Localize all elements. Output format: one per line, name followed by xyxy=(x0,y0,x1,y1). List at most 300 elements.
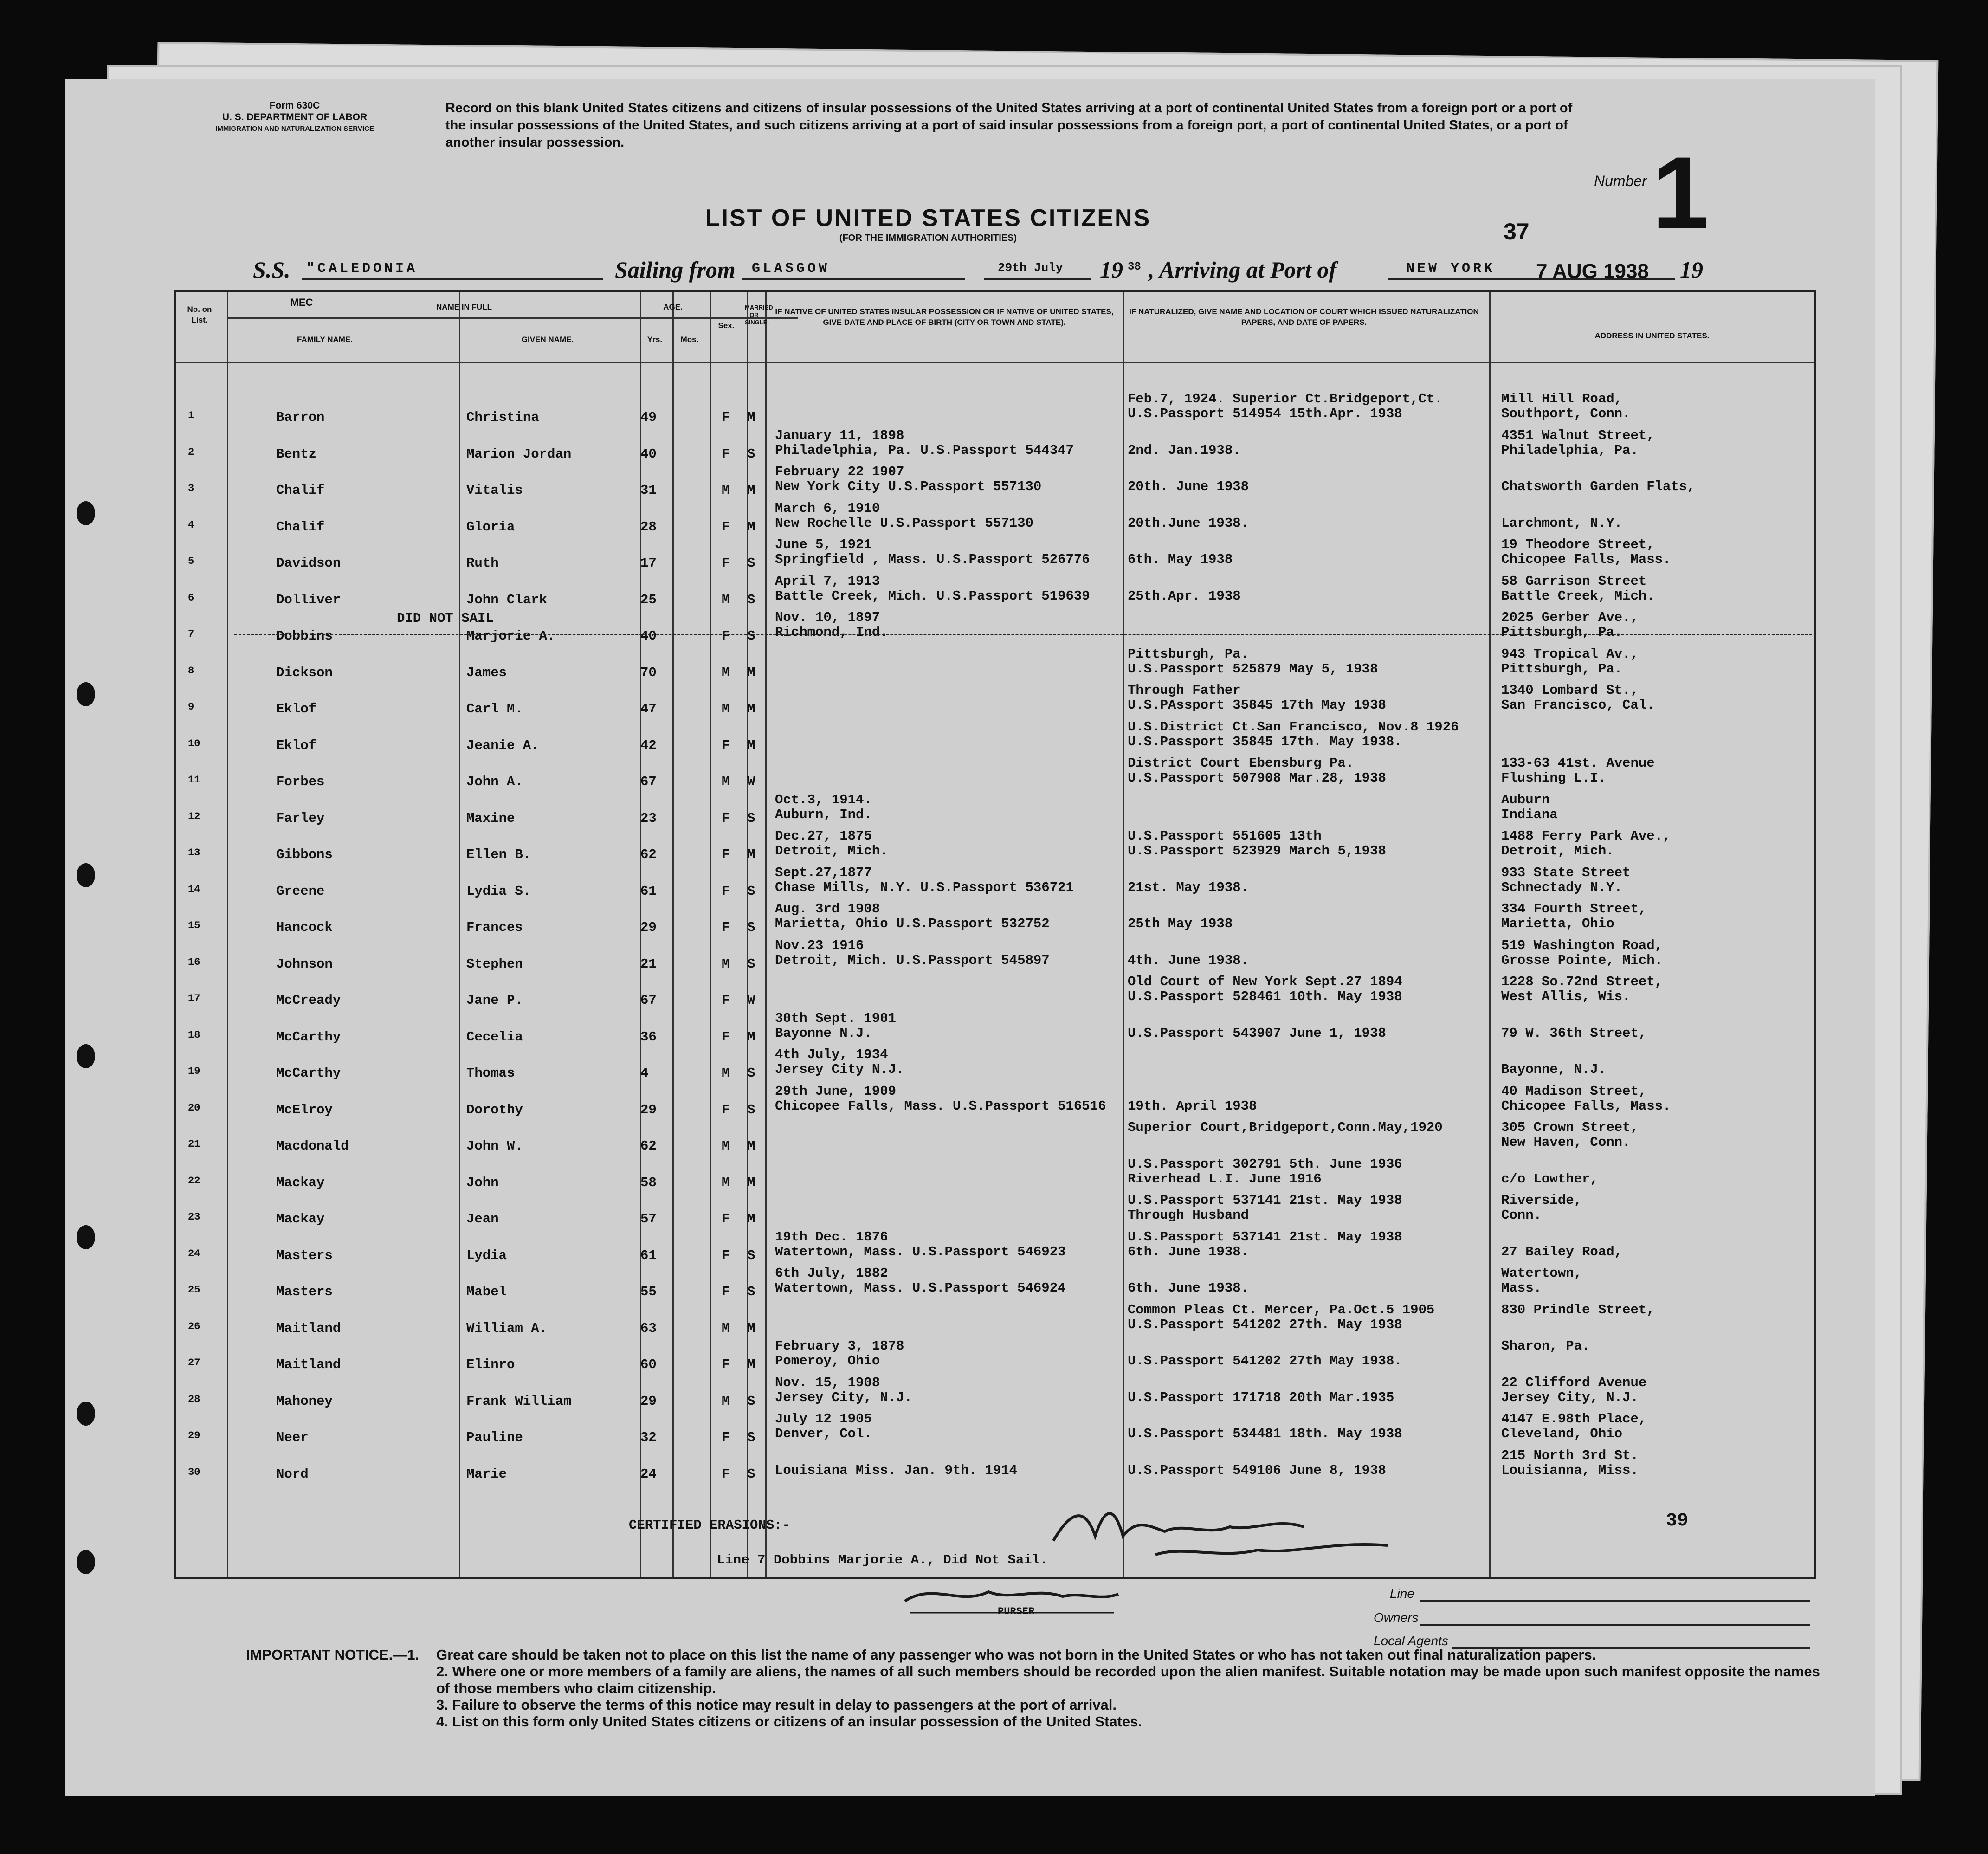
cell-natz-b: 21st. May 1938. xyxy=(1128,879,1249,895)
cell-natz-b: U.S.Passport 543907 June 1, 1938 xyxy=(1128,1025,1386,1041)
cell-no: 24 xyxy=(188,1247,200,1260)
cell-nat-b: Jersey City N.J. xyxy=(775,1062,904,1077)
col-yrs: Yrs. xyxy=(647,335,663,344)
cell-family: Mackay xyxy=(276,1175,325,1190)
cell-given: Thomas xyxy=(466,1066,515,1081)
arriving-label: , Arriving at Port of xyxy=(1149,257,1337,283)
cell-given: Frank William xyxy=(466,1393,572,1409)
table-row xyxy=(174,1298,1812,1334)
cell-yrs: 67 xyxy=(640,774,657,789)
cell-no: 2 xyxy=(188,446,194,458)
cell-sex: M xyxy=(722,665,730,680)
cell-nat-a: February 3, 1878 xyxy=(775,1338,904,1354)
cell-nat-a: February 22 1907 xyxy=(775,464,904,479)
cell-no: 12 xyxy=(188,810,200,822)
cell-natz-b: U.S.Passport 35845 17th. May 1938. xyxy=(1128,734,1402,749)
cell-nat-b: Bayonne N.J. xyxy=(775,1025,872,1041)
cell-family: Eklof xyxy=(276,701,317,717)
cell-family: Barron xyxy=(276,410,325,425)
cell-yrs: 25 xyxy=(640,592,657,607)
cell-sex: M xyxy=(722,592,730,607)
cell-family: Dobbins xyxy=(276,628,333,644)
cell-addr-b: Battle Creek, Mich. xyxy=(1501,588,1655,604)
notice-item-2: 2. Where one or more members of a family are aliens, the names of all such members should be recorded upon the alien manifest. Suitable notation may be made upon such manifest opposite the names of those members who claim citizenship. xyxy=(436,1663,1820,1696)
page-subtitle: (FOR THE IMMIGRATION AUTHORITIES) xyxy=(839,233,1017,243)
table-row xyxy=(174,788,1812,824)
cell-nat-b: Pomeroy, Ohio xyxy=(775,1353,880,1369)
cell-natz-a: Pittsburgh, Pa. xyxy=(1128,646,1249,662)
cell-addr-b: Flushing L.I. xyxy=(1501,770,1607,786)
cell-nat-b: Detroit, Mich. U.S.Passport 545897 xyxy=(775,952,1050,968)
cell-no: 6 xyxy=(188,592,194,604)
table-row xyxy=(174,1116,1812,1154)
cell-given: Ellen B. xyxy=(466,847,531,862)
cell-natz-b: 4th. June 1938. xyxy=(1128,952,1249,968)
cell-ms: M xyxy=(747,519,755,535)
cell-ms: W xyxy=(747,774,755,789)
cell-sex: F xyxy=(722,519,730,535)
ship-underline xyxy=(302,278,603,280)
cell-no: 4 xyxy=(188,519,194,531)
cell-addr-a: 933 State Street xyxy=(1501,865,1631,880)
cell-sex: M xyxy=(722,701,730,717)
cell-family: McCarthy xyxy=(276,1066,341,1081)
cell-nat-a: June 5, 1921 xyxy=(775,537,872,552)
cell-ms: S xyxy=(747,1066,755,1081)
cell-addr-b: c/o Lowther, xyxy=(1501,1171,1598,1187)
cell-no: 1 xyxy=(188,410,194,421)
cell-natz-a: U.S.District Ct.San Francisco, Nov.8 1926 xyxy=(1128,719,1459,735)
local-agents-label: Local Agents xyxy=(1374,1634,1448,1648)
cell-sex: F xyxy=(722,1357,730,1372)
cell-addr-b: Pittsburgh, Pa. xyxy=(1501,625,1623,640)
cell-addr-a: 215 North 3rd St. xyxy=(1501,1447,1639,1463)
list-number: 1 xyxy=(1652,136,1709,250)
cell-sex: M xyxy=(722,1138,730,1154)
certified-erasions: CERTIFIED ERASIONS:- xyxy=(629,1518,791,1533)
cell-sex: M xyxy=(722,774,730,789)
cell-nat-a: March 6, 1910 xyxy=(775,500,880,516)
cell-yrs: 17 xyxy=(640,556,657,571)
cell-natz-b: U.S.Passport 549106 June 8, 1938 xyxy=(1128,1462,1386,1478)
notice-lead: IMPORTANT NOTICE.—1. xyxy=(246,1647,420,1663)
punch-hole-icon xyxy=(77,863,95,887)
cell-family: Gibbons xyxy=(276,847,333,862)
cell-yrs: 58 xyxy=(640,1175,657,1190)
cell-no: 29 xyxy=(188,1430,200,1441)
cell-addr-a: Auburn xyxy=(1501,792,1550,807)
cell-given: John xyxy=(466,1175,499,1190)
strike-through-line xyxy=(234,634,1812,635)
cell-yrs: 67 xyxy=(640,993,657,1008)
cell-natz-b: U.S.Passport 525879 May 5, 1938 xyxy=(1128,661,1378,677)
cell-nat-b: Louisiana Miss. Jan. 9th. 1914 xyxy=(775,1462,1018,1478)
cell-yrs: 70 xyxy=(640,665,657,680)
cell-family: McCarthy xyxy=(276,1029,341,1045)
sailing-date: 29th July xyxy=(998,261,1063,275)
purser-signature xyxy=(896,1578,1137,1629)
cell-natz-a: Common Pleas Ct. Mercer, Pa.Oct.5 1905 xyxy=(1128,1302,1435,1318)
notice-item-3: 3. Failure to observe the terms of this notice may result in delay to passengers at the port of arrival. xyxy=(436,1697,1117,1713)
cell-sex: M xyxy=(722,483,730,498)
punch-hole-icon xyxy=(77,1225,95,1249)
col-native: IF NATIVE OF UNITED STATES INSULAR POSSESSION OR IF NATIVE OF UNITED STATES, GIVE DATE AND PLACE OF BIRTH (CITY OR TOWN AND STATE). xyxy=(775,307,1114,327)
cell-no: 26 xyxy=(188,1320,200,1332)
cell-natz-b: 2nd. Jan.1938. xyxy=(1128,442,1241,458)
cell-nat-a: Nov. 10, 1897 xyxy=(775,610,880,625)
cell-natz-a: U.S.Passport 302791 5th. June 1936 xyxy=(1128,1156,1402,1172)
cell-family: Macdonald xyxy=(276,1138,349,1154)
cell-nat-b: Auburn, Ind. xyxy=(775,807,872,822)
department: U. S. DEPARTMENT OF LABOR xyxy=(222,112,368,123)
cell-nat-b: Chicopee Falls, Mass. U.S.Passport 516516 xyxy=(775,1098,1106,1114)
cell-given: Dorothy xyxy=(466,1102,523,1118)
table-row xyxy=(174,1189,1812,1227)
owners-label: Owners xyxy=(1374,1610,1419,1625)
cell-nat-b: Denver, Col. xyxy=(775,1426,872,1441)
cell-yrs: 40 xyxy=(640,446,657,462)
col-age: AGE. xyxy=(663,303,683,311)
cell-addr-a: 943 Tropical Av., xyxy=(1501,646,1639,662)
cell-nat-b: New York City U.S.Passport 557130 xyxy=(775,479,1042,494)
cell-family: Masters xyxy=(276,1284,333,1299)
cell-addr-a: Mill Hill Road, xyxy=(1501,391,1623,407)
cell-ms: M xyxy=(747,410,755,425)
cell-no: 27 xyxy=(188,1357,200,1369)
cell-ms: M xyxy=(747,1357,755,1372)
cell-ms: S xyxy=(747,1393,755,1409)
cell-addr-b: Detroit, Mich. xyxy=(1501,843,1614,859)
cell-addr-a: Sharon, Pa. xyxy=(1501,1338,1590,1354)
cell-given: Cecelia xyxy=(466,1029,523,1045)
cell-addr-a: 519 Washington Road, xyxy=(1501,937,1663,953)
cell-family: Chalif xyxy=(276,519,325,535)
cell-addr-b: Pittsburgh, Pa. xyxy=(1501,661,1623,677)
arrival-stamp: 7 AUG 1938 xyxy=(1536,260,1649,283)
cell-given: Jane P. xyxy=(466,993,523,1008)
cell-given: James xyxy=(466,665,507,680)
cell-family: Nord xyxy=(276,1466,309,1482)
cell-ms: M xyxy=(747,1138,755,1154)
cell-no: 9 xyxy=(188,701,194,713)
cell-natz-b: 6th. June 1938. xyxy=(1128,1280,1249,1296)
port-from-underline xyxy=(742,278,965,280)
table-row xyxy=(174,679,1812,717)
cell-given: John Clark xyxy=(466,592,548,607)
cell-addr-b: Chatsworth Garden Flats, xyxy=(1501,479,1695,494)
cell-addr-b: Conn. xyxy=(1501,1208,1542,1223)
cell-nat-a: 30th Sept. 1901 xyxy=(775,1010,897,1026)
cell-nat-a: 4th July, 1934 xyxy=(775,1047,888,1062)
col-given-name: GIVEN NAME. xyxy=(521,335,574,344)
cell-ms: S xyxy=(747,956,755,972)
table-row xyxy=(174,1262,1812,1297)
cell-no: 21 xyxy=(188,1138,200,1150)
cell-addr-b: Chicopee Falls, Mass. xyxy=(1501,1098,1671,1114)
line-label: Line xyxy=(1390,1586,1414,1601)
cell-family: Mahoney xyxy=(276,1393,333,1409)
table-row xyxy=(174,1080,1812,1118)
punch-hole-icon xyxy=(77,1550,95,1574)
cell-nat-a: Oct.3, 1914. xyxy=(775,792,872,807)
cell-no: 18 xyxy=(188,1029,200,1041)
cell-yrs: 29 xyxy=(640,920,657,935)
cell-given: Jean xyxy=(466,1211,499,1227)
cell-ms: M xyxy=(747,1029,755,1045)
table-row xyxy=(174,570,1812,605)
cell-family: McElroy xyxy=(276,1102,333,1118)
cell-addr-a: 830 Prindle Street, xyxy=(1501,1302,1655,1318)
did-not-sail-note: DID NOT SAIL xyxy=(397,611,494,626)
cell-ms: M xyxy=(747,483,755,498)
cell-addr-a: 4351 Walnut Street, xyxy=(1501,427,1655,443)
cell-yrs: 4 xyxy=(640,1066,649,1081)
cell-yrs: 32 xyxy=(640,1430,657,1445)
cell-natz-a: U.S.Passport 537141 21st. May 1938 xyxy=(1128,1193,1402,1208)
table-row xyxy=(174,1444,1812,1482)
cell-nat-a: Nov. 15, 1908 xyxy=(775,1375,880,1390)
cell-natz-b: U.S.Passport 523929 March 5,1938 xyxy=(1128,843,1386,859)
cell-addr-a: 1228 So.72nd Street, xyxy=(1501,974,1663,989)
cell-yrs: 47 xyxy=(640,701,657,717)
number-label: Number xyxy=(1594,173,1647,189)
cell-nat-b: Springfield , Mass. U.S.Passport 526776 xyxy=(775,552,1090,567)
sailing-label: Sailing from xyxy=(615,257,736,283)
cell-no: 19 xyxy=(188,1066,200,1077)
cell-yrs: 24 xyxy=(640,1466,657,1482)
cell-addr-b: Indiana xyxy=(1501,807,1558,822)
cell-natz-b: U.S.Passport 171718 20th Mar.1935 xyxy=(1128,1389,1394,1405)
table-row xyxy=(174,388,1812,423)
table-row xyxy=(174,716,1812,751)
cell-family: Davidson xyxy=(276,556,341,571)
cell-natz-b: 6th. May 1938 xyxy=(1128,552,1233,567)
cell-addr-b: Mass. xyxy=(1501,1280,1542,1296)
cell-natz-b: U.S.PAssport 35845 17th May 1938 xyxy=(1128,698,1386,713)
cell-yrs: 61 xyxy=(640,883,657,899)
cell-nat-a: April 7, 1913 xyxy=(775,573,880,589)
cell-natz-b: 20th. June 1938 xyxy=(1128,479,1249,494)
cell-addr-a: 22 Clifford Avenue xyxy=(1501,1375,1647,1390)
cell-yrs: 42 xyxy=(640,737,657,753)
cell-no: 22 xyxy=(188,1175,200,1187)
cell-nat-b: Philadelphia, Pa. U.S.Passport 544347 xyxy=(775,442,1074,458)
cell-nat-a: January 11, 1898 xyxy=(775,427,904,443)
cell-given: Stephen xyxy=(466,956,523,972)
table-row xyxy=(174,934,1812,972)
cell-family: Dickson xyxy=(276,665,333,680)
table-row xyxy=(174,424,1812,462)
cell-sex: M xyxy=(722,956,730,972)
cell-ms: M xyxy=(747,1320,755,1336)
punch-hole-icon xyxy=(77,682,95,706)
stamp-number: 37 xyxy=(1504,219,1530,245)
cell-no: 25 xyxy=(188,1284,200,1296)
cell-natz-b: 6th. June 1938. xyxy=(1128,1244,1249,1260)
table-row xyxy=(174,1408,1812,1443)
cell-addr-b: West Allis, Wis. xyxy=(1501,989,1631,1004)
cell-given: Maxine xyxy=(466,810,515,826)
cell-natz-b: 25th.Apr. 1938 xyxy=(1128,588,1241,604)
page-title: LIST OF UNITED STATES CITIZENS xyxy=(705,205,1151,232)
cell-family: Chalif xyxy=(276,483,325,498)
cell-nat-a: Dec.27, 1875 xyxy=(775,828,872,844)
cell-family: Masters xyxy=(276,1247,333,1263)
cell-nat-a: Nov.23 1916 xyxy=(775,937,864,953)
cell-sex: M xyxy=(722,1320,730,1336)
cell-nat-b: Chase Mills, N.Y. U.S.Passport 536721 xyxy=(775,879,1074,895)
cell-given: John A. xyxy=(466,774,523,789)
page-number: 39 xyxy=(1666,1511,1689,1531)
cell-given: Marion Jordan xyxy=(466,446,572,462)
cell-ms: S xyxy=(747,1247,755,1263)
cell-family: Greene xyxy=(276,883,325,899)
cell-nat-b: Watertown, Mass. U.S.Passport 546924 xyxy=(775,1280,1066,1296)
cell-yrs: 23 xyxy=(640,810,657,826)
cell-natz-b: 19th. April 1938 xyxy=(1128,1098,1257,1114)
cell-ms: S xyxy=(747,883,755,899)
cell-given: Lydia S. xyxy=(466,883,531,899)
cell-nat-b: Detroit, Mich. xyxy=(775,843,888,859)
cell-yrs: 28 xyxy=(640,519,657,535)
cell-no: 23 xyxy=(188,1211,200,1223)
form-number: Form 630C xyxy=(269,100,320,111)
cell-no: 14 xyxy=(188,883,200,895)
cell-addr-a: 1488 Ferry Park Ave., xyxy=(1501,828,1671,844)
cell-ms: S xyxy=(747,920,755,935)
cell-no: 11 xyxy=(188,774,200,786)
table-row xyxy=(174,460,1812,496)
table-row xyxy=(174,643,1812,678)
ss-label: S.S. xyxy=(253,257,290,283)
cell-natz-a: Through Father xyxy=(1128,683,1241,698)
cell-given: Vitalis xyxy=(466,483,523,498)
cell-sex: F xyxy=(722,410,730,425)
cell-addr-b: Grosse Pointe, Mich. xyxy=(1501,952,1663,968)
cell-no: 5 xyxy=(188,556,194,567)
cell-addr-b: Jersey City, N.J. xyxy=(1501,1389,1639,1405)
cell-addr-a: 40 Madison Street, xyxy=(1501,1083,1647,1099)
table-row xyxy=(174,1043,1812,1079)
cell-addr-b: 79 W. 36th Street, xyxy=(1501,1025,1647,1041)
cell-sex: F xyxy=(722,628,730,644)
cell-ms: M xyxy=(747,847,755,862)
cell-yrs: 55 xyxy=(640,1284,657,1299)
cell-addr-b: Marietta, Ohio xyxy=(1501,916,1614,931)
cell-natz-a: Superior Court,Bridgeport,Conn.May,1920 xyxy=(1128,1120,1443,1135)
cell-family: Maitland xyxy=(276,1357,341,1372)
cell-natz-b: 25th May 1938 xyxy=(1128,916,1233,931)
cell-natz-b: Through Husband xyxy=(1128,1208,1249,1223)
cell-nat-a: Sept.27,1877 xyxy=(775,865,872,880)
table-row xyxy=(174,825,1812,860)
cell-ms: W xyxy=(747,993,755,1008)
cell-family: Farley xyxy=(276,810,325,826)
cell-family: Dolliver xyxy=(276,592,341,607)
cell-given: Lydia xyxy=(466,1247,507,1263)
cell-ms: S xyxy=(747,1466,755,1482)
cell-nat-a: 29th June, 1909 xyxy=(775,1083,897,1099)
cell-given: Pauline xyxy=(466,1430,523,1445)
cell-natz-b: Riverhead L.I. June 1916 xyxy=(1128,1171,1322,1187)
year-prefix: 19 xyxy=(1100,257,1123,283)
table-row xyxy=(174,533,1812,571)
purser-label: PURSER xyxy=(998,1606,1035,1617)
cell-sex: F xyxy=(722,446,730,462)
arrival-year: 19 xyxy=(1680,257,1703,283)
cell-nat-b: Watertown, Mass. U.S.Passport 546923 xyxy=(775,1244,1066,1260)
cell-addr-a: 58 Garrison Street xyxy=(1501,573,1647,589)
table-row xyxy=(174,497,1812,535)
cell-addr-a: Riverside, xyxy=(1501,1193,1582,1208)
cell-ms: S xyxy=(747,556,755,571)
cell-addr-b: New Haven, Conn. xyxy=(1501,1135,1631,1150)
cell-given: John W. xyxy=(466,1138,523,1154)
cell-addr-b: Louisianna, Miss. xyxy=(1501,1462,1639,1478)
cell-sex: M xyxy=(722,1393,730,1409)
port-to: NEW YORK xyxy=(1406,261,1496,277)
cell-sex: F xyxy=(722,1284,730,1299)
cell-addr-b: Larchmont, N.Y. xyxy=(1501,515,1623,531)
ship-name: "CALEDONIA xyxy=(306,261,418,277)
cell-nat-b: Marietta, Ohio U.S.Passport 532752 xyxy=(775,916,1050,931)
cell-nat-b: Richmond, Ind. xyxy=(775,625,888,640)
table-row xyxy=(174,1335,1812,1370)
cell-nat-a: 6th July, 1882 xyxy=(775,1266,888,1281)
cell-ms: M xyxy=(747,1175,755,1190)
cell-addr-b: Cleveland, Ohio xyxy=(1501,1426,1623,1441)
cell-ms: S xyxy=(747,592,755,607)
cell-sex: M xyxy=(722,1175,730,1190)
table-row xyxy=(174,861,1812,897)
cell-natz-b: U.S.Passport 541202 27th May 1938. xyxy=(1128,1353,1402,1369)
col-no: No. on List. xyxy=(187,305,212,324)
notice-items xyxy=(436,1647,1828,1730)
cell-yrs: 49 xyxy=(640,410,657,425)
date-underline xyxy=(984,278,1091,280)
cell-natz-a: District Court Ebensburg Pa. xyxy=(1128,756,1354,771)
erasion-note: Line 7 Dobbins Marjorie A., Did Not Sail. xyxy=(717,1552,1048,1568)
table-row xyxy=(174,606,1812,644)
cell-yrs: 62 xyxy=(640,1138,657,1154)
cell-ms: M xyxy=(747,1211,755,1227)
service: IMMIGRATION AND NATURALIZATION SERVICE xyxy=(215,125,374,133)
cell-family: Forbes xyxy=(276,774,325,789)
cell-yrs: 62 xyxy=(640,847,657,862)
cell-natz-b: U.S.Passport 528461 10th. May 1938 xyxy=(1128,989,1402,1004)
record-note: Record on this blank United States citizens and citizens of insular possessions of the United States arriving at a port of continental United States from a foreign port or a port of the insular possessions of the United States, and such citizens arriving at a port of said insular possessions from a foreign port, a port of continental United States, or a port of another insular possession. xyxy=(445,101,1573,150)
cell-given: Marie xyxy=(466,1466,507,1482)
header-bottom xyxy=(176,362,1814,363)
cell-addr-b: Bayonne, N.J. xyxy=(1501,1062,1607,1077)
cell-given: Mabel xyxy=(466,1284,507,1299)
cell-addr-b: Southport, Conn. xyxy=(1501,406,1631,421)
cell-sex: F xyxy=(722,1102,730,1118)
cell-ms: S xyxy=(747,446,755,462)
cell-no: 10 xyxy=(188,737,200,749)
cell-addr-a: Watertown, xyxy=(1501,1266,1582,1281)
cell-sex: M xyxy=(722,1066,730,1081)
cell-addr-b: Philadelphia, Pa. xyxy=(1501,442,1639,458)
table-row xyxy=(174,1371,1812,1407)
cell-given: Ruth xyxy=(466,556,499,571)
master-signature xyxy=(1044,1499,1462,1573)
cell-ms: S xyxy=(747,810,755,826)
col-address: ADDRESS IN UNITED STATES. xyxy=(1594,331,1710,340)
cell-nat-a: Aug. 3rd 1908 xyxy=(775,901,880,917)
cell-nat-b: Battle Creek, Mich. U.S.Passport 519639 xyxy=(775,588,1090,604)
cell-no: 16 xyxy=(188,956,200,968)
